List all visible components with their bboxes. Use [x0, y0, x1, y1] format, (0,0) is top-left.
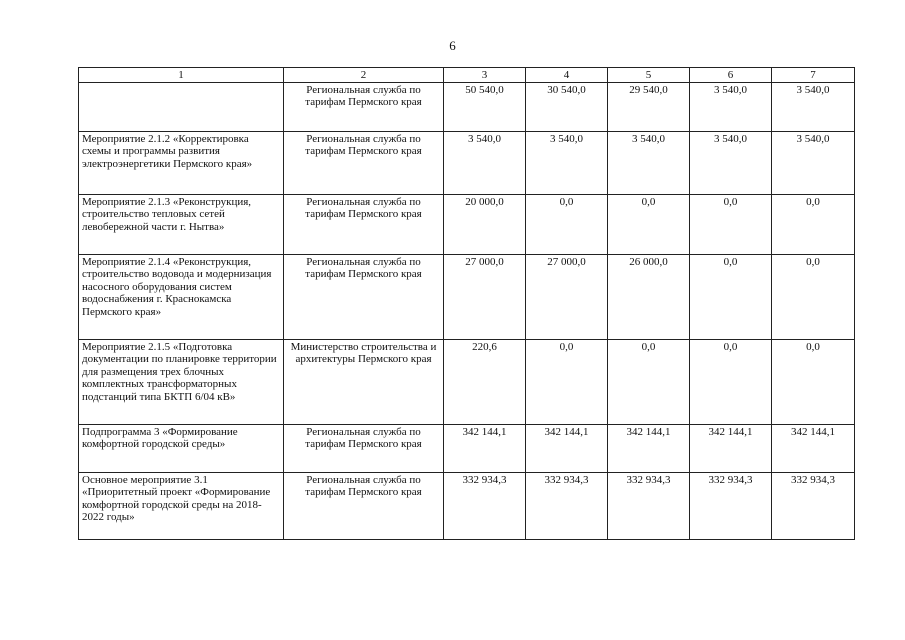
executor-cell: Региональная служба по тарифам Пермского края — [284, 195, 444, 255]
amount-cell: 342 144,1 — [526, 425, 608, 473]
table-row — [79, 83, 855, 132]
amount-cell: 342 144,1 — [444, 425, 526, 473]
header-cell: 3 — [444, 68, 526, 83]
header-cell: 1 — [79, 68, 284, 83]
executor-cell: Региональная служба по тарифам Пермского края — [284, 473, 444, 540]
amount-cell: 0,0 — [772, 255, 855, 340]
executor-cell: Региональная служба по тарифам Пермского края — [284, 425, 444, 473]
amount-cell: 27 000,0 — [444, 255, 526, 340]
amount-cell: 220,6 — [444, 340, 526, 425]
activity-name-cell: Мероприятие 2.1.2 «Корректировка схемы и программы развития электроэнергетики Пермского края» — [79, 132, 284, 195]
amount-cell: 332 934,3 — [690, 473, 772, 540]
amount-cell: 3 540,0 — [690, 83, 772, 132]
executor-cell: Региональная служба по тарифам Пермского края — [284, 83, 444, 132]
amount-cell: 342 144,1 — [608, 425, 690, 473]
amount-cell: 332 934,3 — [772, 473, 855, 540]
program-financing-table — [78, 67, 855, 540]
amount-cell: 0,0 — [608, 340, 690, 425]
amount-cell: 0,0 — [690, 340, 772, 425]
amount-cell: 3 540,0 — [526, 132, 608, 195]
activity-name-cell: Мероприятие 2.1.4 «Реконструкция, строительство водовода и модернизация насосного оборудования систем водоснабжения г. Краснокамска Пермского края» — [79, 255, 284, 340]
header-cell: 4 — [526, 68, 608, 83]
header-cell: 2 — [284, 68, 444, 83]
amount-cell: 20 000,0 — [444, 195, 526, 255]
amount-cell: 0,0 — [690, 195, 772, 255]
table-row — [79, 195, 855, 255]
amount-cell: 30 540,0 — [526, 83, 608, 132]
header-cell: 6 — [690, 68, 772, 83]
amount-cell: 0,0 — [526, 340, 608, 425]
table-row — [79, 132, 855, 195]
amount-cell: 3 540,0 — [772, 83, 855, 132]
activity-name-cell: Мероприятие 2.1.3 «Реконструкция, строительство тепловых сетей левобережной части г. Нытва» — [79, 195, 284, 255]
amount-cell: 332 934,3 — [526, 473, 608, 540]
table-row — [79, 425, 855, 473]
activity-name-cell — [79, 83, 284, 132]
activity-name-cell: Основное мероприятие 3.1 «Приоритетный проект «Формирование комфортной городской среды на 2018-2022 годы» — [79, 473, 284, 540]
table-header-row — [79, 68, 855, 83]
amount-cell: 3 540,0 — [772, 132, 855, 195]
amount-cell: 0,0 — [526, 195, 608, 255]
amount-cell: 27 000,0 — [526, 255, 608, 340]
amount-cell: 50 540,0 — [444, 83, 526, 132]
executor-cell: Региональная служба по тарифам Пермского края — [284, 132, 444, 195]
amount-cell: 3 540,0 — [690, 132, 772, 195]
amount-cell: 342 144,1 — [690, 425, 772, 473]
amount-cell: 332 934,3 — [444, 473, 526, 540]
activity-name-cell: Подпрограмма 3 «Формирование комфортной городской среды» — [79, 425, 284, 473]
amount-cell: 0,0 — [772, 195, 855, 255]
table-row — [79, 340, 855, 425]
amount-cell: 332 934,3 — [608, 473, 690, 540]
amount-cell: 26 000,0 — [608, 255, 690, 340]
amount-cell: 0,0 — [608, 195, 690, 255]
header-cell: 5 — [608, 68, 690, 83]
activity-name-cell: Мероприятие 2.1.5 «Подготовка документации по планировке территории для размещения трех блочных комплектных трансформаторных подстанций типа БКТП 6/04 кВ» — [79, 340, 284, 425]
amount-cell: 0,0 — [772, 340, 855, 425]
amount-cell: 0,0 — [690, 255, 772, 340]
page-number: 6 — [449, 38, 456, 53]
amount-cell: 3 540,0 — [608, 132, 690, 195]
amount-cell: 3 540,0 — [444, 132, 526, 195]
header-cell: 7 — [772, 68, 855, 83]
table-row — [79, 255, 855, 340]
table-row — [79, 473, 855, 540]
amount-cell: 342 144,1 — [772, 425, 855, 473]
amount-cell: 29 540,0 — [608, 83, 690, 132]
executor-cell: Министерство строительства и архитектуры Пермского края — [284, 340, 444, 425]
executor-cell: Региональная служба по тарифам Пермского края — [284, 255, 444, 340]
